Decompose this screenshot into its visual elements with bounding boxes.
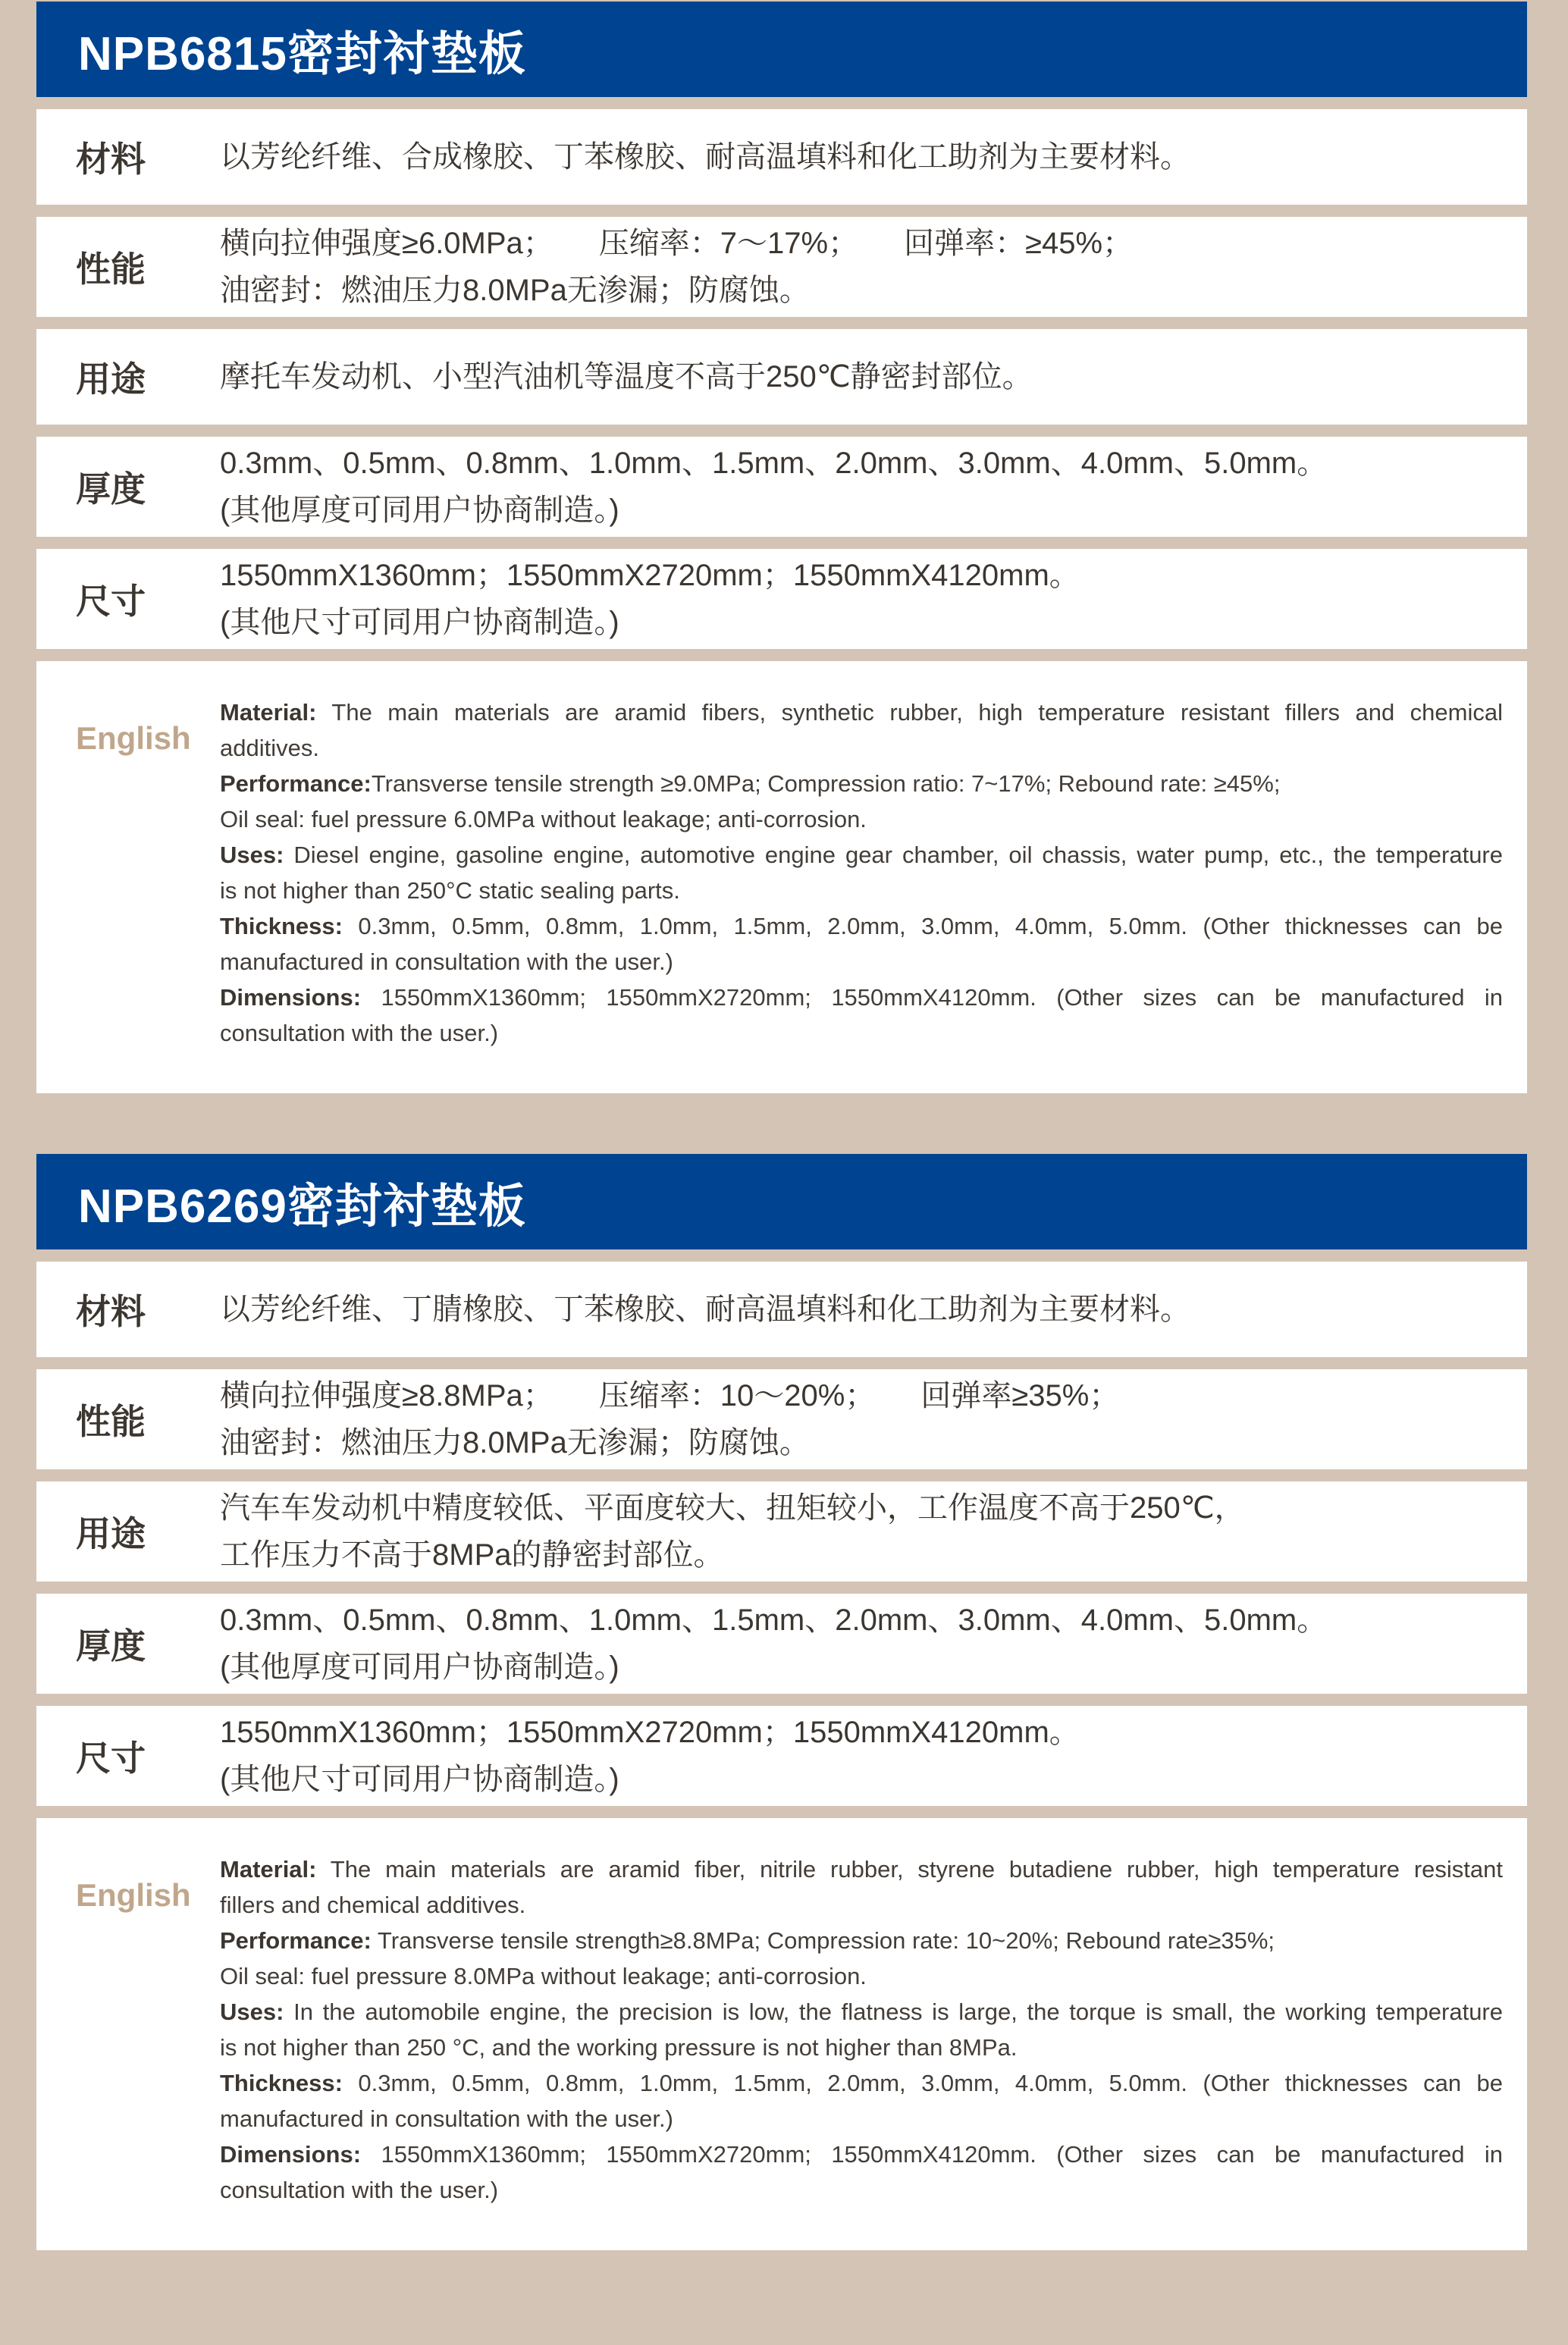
spec-label-uses: 用途	[76, 359, 146, 399]
spec-line: 0.3mm、0.5mm、0.8mm、1.0mm、1.5mm、2.0mm、3.0mm、4.0mm、5.0mm。	[220, 1604, 1328, 1637]
english-line: Material: The main materials are aramid fibers, synthetic rubber, high temperature resistant fillers and chemical	[220, 699, 1503, 726]
english-summary-row	[36, 1818, 1527, 2250]
spec-line: 横向拉伸强度≥6.0MPa； 压缩率：7～17%； 回弹率：≥45%；	[220, 227, 1134, 260]
spec-line: 工作压力不高于8MPa的静密封部位。	[220, 1538, 724, 1572]
spec-label-material: 材料	[76, 140, 146, 179]
english-line: additives.	[220, 735, 319, 761]
english-line: is not higher than 250°C static sealing parts.	[220, 877, 680, 904]
spec-label-thickness: 厚度	[76, 469, 146, 509]
spec-label-dimensions: 尺寸	[76, 582, 146, 621]
spec-label-performance: 性能	[76, 1402, 146, 1441]
spec-line: (其他尺寸可同用户协商制造。)	[220, 606, 619, 639]
spec-line: (其他厚度可同用户协商制造。)	[220, 494, 619, 527]
spec-value-material	[220, 133, 1527, 180]
spec-value-uses	[220, 1484, 1527, 1578]
spec-row-uses	[36, 329, 1527, 425]
english-label: English	[76, 720, 191, 756]
english-line: manufactured in consultation with the user.)	[220, 948, 673, 975]
english-line: Thickness: 0.3mm, 0.5mm, 0.8mm, 1.0mm, 1.5mm, 2.0mm, 3.0mm, 4.0mm, 5.0mm. (Other thicknesses can be	[220, 913, 1503, 939]
spec-row-uses	[36, 1481, 1527, 1582]
spec-row-thickness	[36, 437, 1527, 537]
section-title: NPB6815密封衬垫板	[78, 27, 526, 80]
spec-value-thickness	[220, 1597, 1527, 1691]
spec-line: 横向拉伸强度≥8.8MPa； 压缩率：10～20%； 回弹率≥35%；	[220, 1379, 1120, 1412]
spec-row-dimensions	[36, 1706, 1527, 1806]
spec-row-dimensions	[36, 549, 1527, 649]
english-line: Dimensions: 1550mmX1360mm; 1550mmX2720mm; 1550mmX4120mm. (Other sizes can be manufactured in	[220, 984, 1503, 1011]
spec-label-performance: 性能	[76, 249, 146, 289]
english-line: Oil seal: fuel pressure 6.0MPa without leakage; anti-corrosion.	[220, 806, 867, 832]
spec-line: (其他尺寸可同用户协商制造。)	[220, 1763, 619, 1796]
english-line: Performance:Transverse tensile strength ≥9.0MPa; Compression ratio: 7~17%; Rebound rate: ≥45%;	[220, 770, 1281, 797]
spec-label-material: 材料	[76, 1292, 146, 1331]
english-line: manufactured in consultation with the user.)	[220, 2105, 673, 2132]
english-line: Uses: Diesel engine, gasoline engine, automotive engine gear chamber, oil chassis, water pump, etc., the temperature	[220, 842, 1503, 868]
english-line: Performance: Transverse tensile strength≥8.8MPa; Compression rate: 10~20%; Rebound rate≥35%;	[220, 1927, 1275, 1954]
english-text	[220, 1818, 1527, 2208]
spec-line: 汽车车发动机中精度较低、平面度较大、扭矩较小，工作温度不高于250℃，	[220, 1491, 1245, 1525]
english-label: English	[76, 1877, 191, 1913]
english-summary-row	[36, 661, 1527, 1093]
spec-row-thickness	[36, 1594, 1527, 1694]
english-line: consultation with the user.)	[220, 1020, 499, 1046]
spec-label-uses: 用途	[76, 1514, 146, 1553]
spec-value-thickness	[220, 440, 1527, 534]
english-line: Dimensions: 1550mmX1360mm; 1550mmX2720mm; 1550mmX4120mm. (Other sizes can be manufactured in	[220, 2141, 1503, 2168]
section-npb6815-title-bar	[36, 2, 1527, 97]
english-line: is not higher than 250 °C, and the working pressure is not higher than 8MPa.	[220, 2034, 1018, 2061]
spec-line: 油密封：燃油压力8.0MPa无渗漏；防腐蚀。	[220, 1426, 810, 1459]
english-line: Material: The main materials are aramid fiber, nitrile rubber, styrene butadiene rubber, high temperature resistant	[220, 1856, 1503, 1883]
spec-value-uses	[220, 353, 1527, 400]
english-line: Oil seal: fuel pressure 8.0MPa without leakage; anti-corrosion.	[220, 1963, 867, 1989]
english-text	[220, 661, 1527, 1051]
english-line: Thickness: 0.3mm, 0.5mm, 0.8mm, 1.0mm, 1.5mm, 2.0mm, 3.0mm, 4.0mm, 5.0mm. (Other thicknesses can be	[220, 2070, 1503, 2096]
spec-row-material	[36, 109, 1527, 205]
spec-line: 摩托车发动机、小型汽油机等温度不高于250℃静密封部位。	[220, 360, 1033, 393]
spec-row-performance	[36, 217, 1527, 317]
spec-value-performance	[220, 1372, 1527, 1466]
spec-line: 以芳纶纤维、丁腈橡胶、丁苯橡胶、耐高温填料和化工助剂为主要材料。	[220, 1293, 1190, 1326]
english-line: consultation with the user.)	[220, 2177, 499, 2203]
spec-line: 0.3mm、0.5mm、0.8mm、1.0mm、1.5mm、2.0mm、3.0mm、4.0mm、5.0mm。	[220, 447, 1328, 480]
section-title: NPB6269密封衬垫板	[78, 1180, 526, 1233]
spec-value-dimensions	[220, 1709, 1527, 1803]
english-line: fillers and chemical additives.	[220, 1892, 526, 1918]
spec-row-material	[36, 1262, 1527, 1357]
spec-line: 1550mmX1360mm；1550mmX2720mm；1550mmX4120mm。	[220, 1716, 1080, 1749]
spec-label-thickness: 厚度	[76, 1626, 146, 1666]
spec-value-performance	[220, 220, 1527, 314]
spec-value-dimensions	[220, 552, 1527, 646]
spec-label-dimensions: 尺寸	[76, 1738, 146, 1778]
english-line: Uses: In the automobile engine, the precision is low, the flatness is large, the torque is small, the working temperature	[220, 1999, 1503, 2025]
spec-row-performance	[36, 1369, 1527, 1469]
spec-value-material	[220, 1286, 1527, 1333]
spec-line: 以芳纶纤维、合成橡胶、丁苯橡胶、耐高温填料和化工助剂为主要材料。	[220, 140, 1190, 174]
spec-line: (其他厚度可同用户协商制造。)	[220, 1651, 619, 1684]
spec-line: 油密封：燃油压力8.0MPa无渗漏；防腐蚀。	[220, 274, 810, 307]
section-npb6269-title-bar	[36, 1154, 1527, 1249]
spec-line: 1550mmX1360mm；1550mmX2720mm；1550mmX4120mm。	[220, 559, 1080, 592]
